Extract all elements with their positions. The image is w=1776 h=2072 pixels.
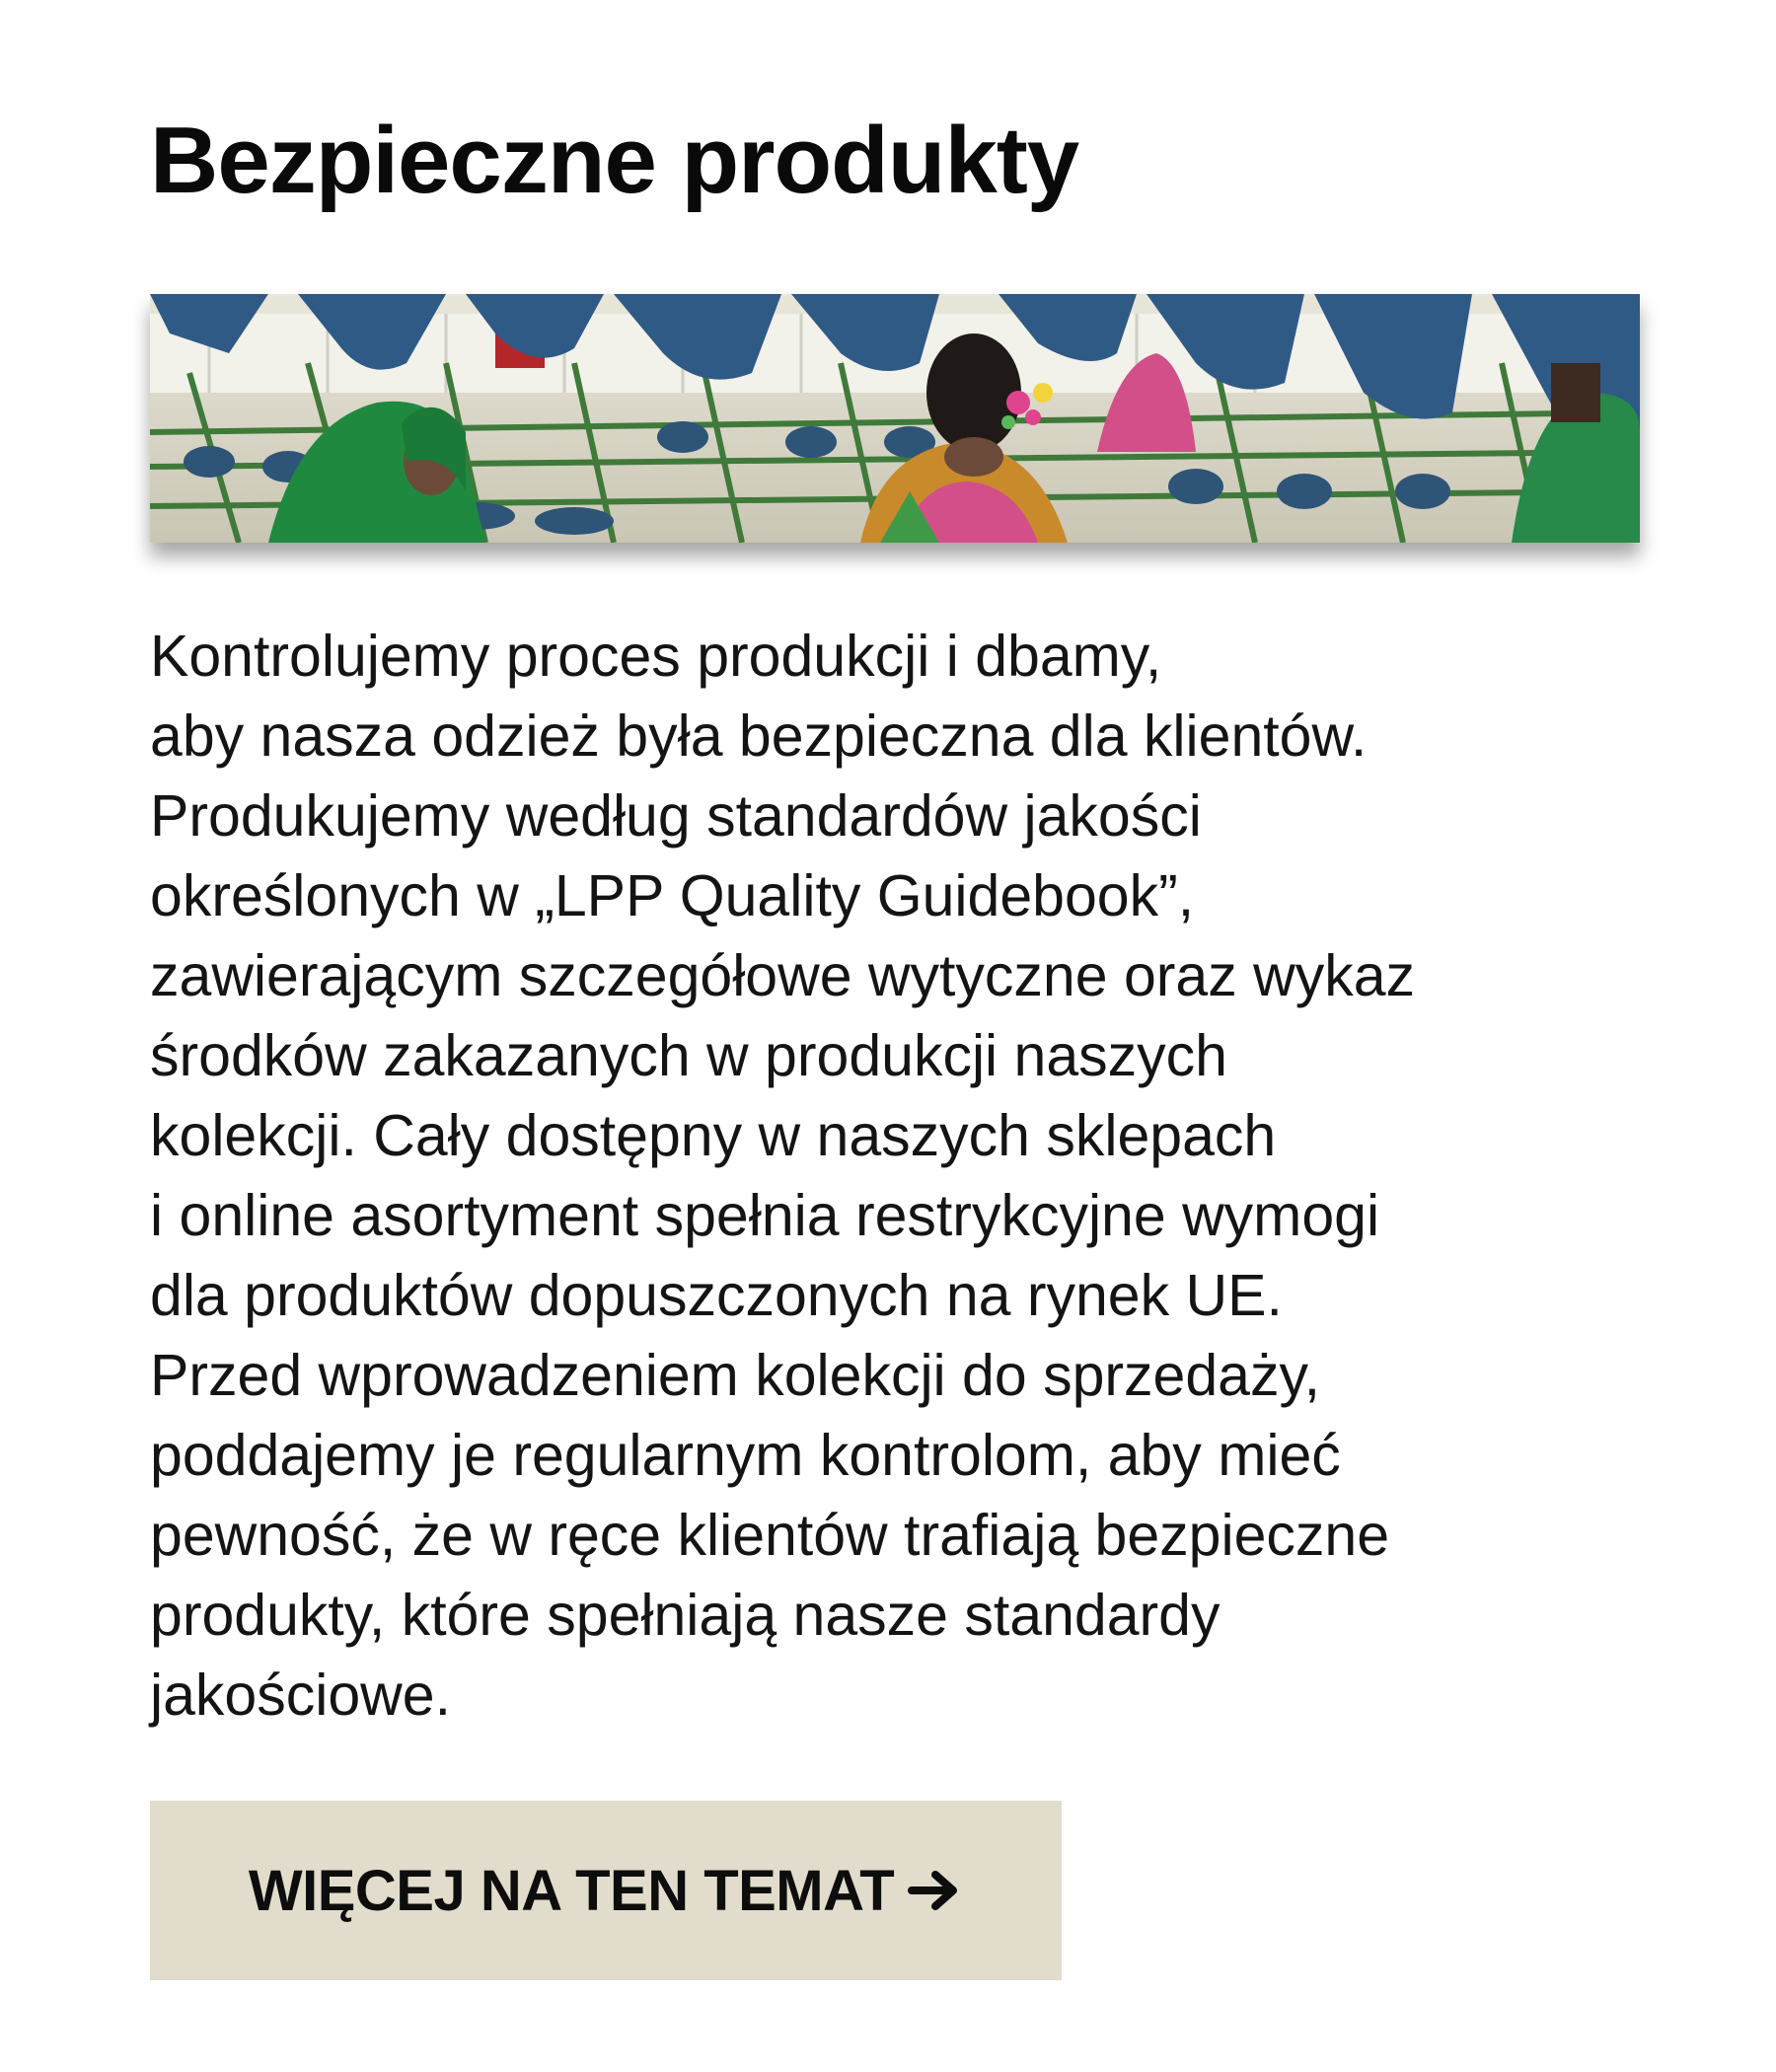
body-paragraph: Kontrolujemy proces produkcji i dbamy, aby nasza odzież była bezpieczna dla klientów. Produkujemy według standardów jakości określonych w „LPP Quality Guidebook”, zawierającym szczegółowe wytyczne oraz wykaz środków zakazanych w produkcji naszych kolekcji. Cały dostępny w naszych sklepach i online asortyment spełnia restrykcyjne wymogi dla produktów dopuszczonych na rynek UE. Przed wprowadzeniem kolekcji do sprzedaży, poddajemy je regularnym kontrolom, aby mieć pewność, że w ręce klientów trafiają bezpieczne produkty, które spełniają nasze standardy jakościowe.	[150, 624, 1416, 1728]
section-title: Bezpieczne produkty	[150, 108, 1079, 213]
factory-photo	[150, 294, 1640, 543]
read-more-label: WIĘCEJ NA TEN TEMAT	[248, 1858, 895, 1923]
arrow-right-icon	[908, 1869, 963, 1912]
read-more-button[interactable]	[150, 1801, 1062, 1980]
hero-image	[150, 294, 1640, 543]
